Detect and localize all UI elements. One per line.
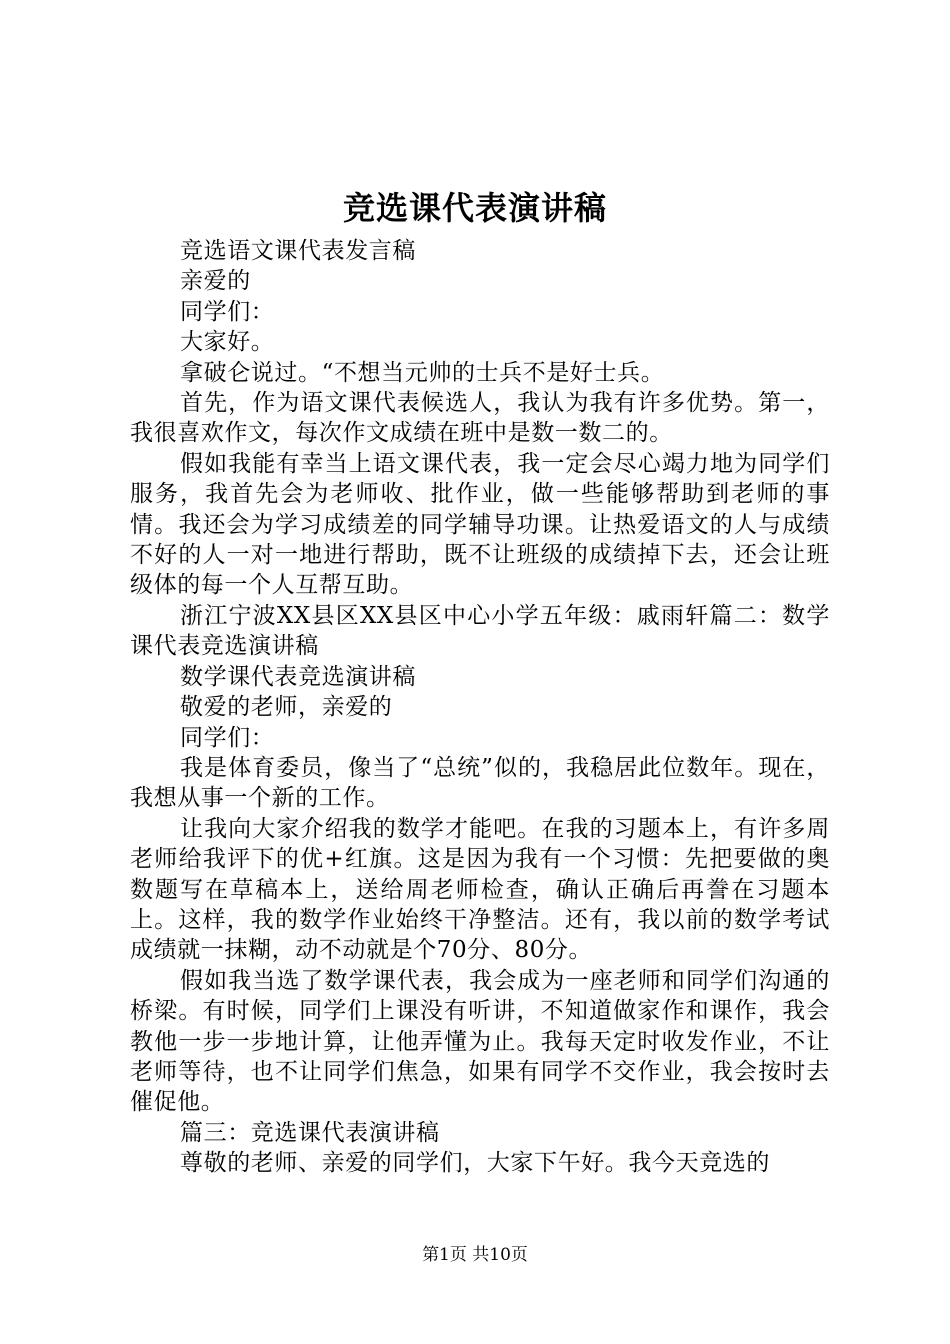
page-footer: 第1页 共10页 <box>422 1245 528 1265</box>
paragraph: 假如我当选了数学课代表，我会成为一座老师和同学们沟通的桥梁。有时候，同学们上课没有听讲，不知道做家作和课作，我会教他一步一步地计算，让他弄懂为止。我每天定时收发作业，不让老师等待，也不让同学们焦急，如果有同学不交作业，我会按时去催促他。 <box>130 967 830 1116</box>
paragraph: 浙江宁波XX县区XX县区中心小学五年级：戚雨轩篇二：数学课代表竞选演讲稿 <box>130 602 830 660</box>
paragraph: 竞选语文课代表发言稿 <box>180 238 416 264</box>
paragraph: 假如我能有幸当上语文课代表，我一定会尽心竭力地为同学们服务，我首先会为老师收、批作业，做一些能够帮助到老师的事情。我还会为学习成绩差的同学辅导功课。让热爱语文的人与成绩不好的人一对一地进行帮助，既不让班级的成绩掉下去，还会让班级体的每一个人互帮互助。 <box>130 450 830 599</box>
paragraph: 篇三：竞选课代表演讲稿 <box>180 1119 440 1146</box>
paragraph: 同学们： <box>180 724 275 751</box>
paragraph: 首先，作为语文课代表候选人，我认为我有许多优势。第一，我很喜欢作文，每次作文成绩在班中是数一数二的。 <box>130 390 830 447</box>
paragraph: 亲爱的 <box>180 268 251 295</box>
paragraph: 大家好。 <box>180 329 275 356</box>
document-body <box>130 236 830 1179</box>
document-title: 竞选课代表演讲稿 <box>342 189 607 227</box>
paragraph: 我是体育委员，像当了“总统”似的，我稳居此位数年。现在，我想从事一个新的工作。 <box>130 754 830 812</box>
paragraph: 让我向大家介绍我的数学才能吧。在我的习题本上，有许多周老师给我评下的优+红旗。这是因为我有一个习惯：先把要做的奥数题写在草稿本上，送给周老师检查，确认正确后再誊在习题本上。这样，我的数学作业始终干净整洁。还有，我以前的数学考试成绩就一抹糊，动不动就是个70分、80分。 <box>130 815 830 964</box>
paragraph: 同学们： <box>180 298 275 325</box>
paragraph: 尊敬的老师、亲爱的同学们，大家下午好。我今天竞选的 <box>180 1150 770 1177</box>
paragraph: 数学课代表竞选演讲稿 <box>180 663 416 690</box>
paragraph: 拿破仑说过。“不想当元帅的士兵不是好士兵。 <box>180 359 665 386</box>
paragraph: 敬爱的老师，亲爱的 <box>180 694 393 721</box>
